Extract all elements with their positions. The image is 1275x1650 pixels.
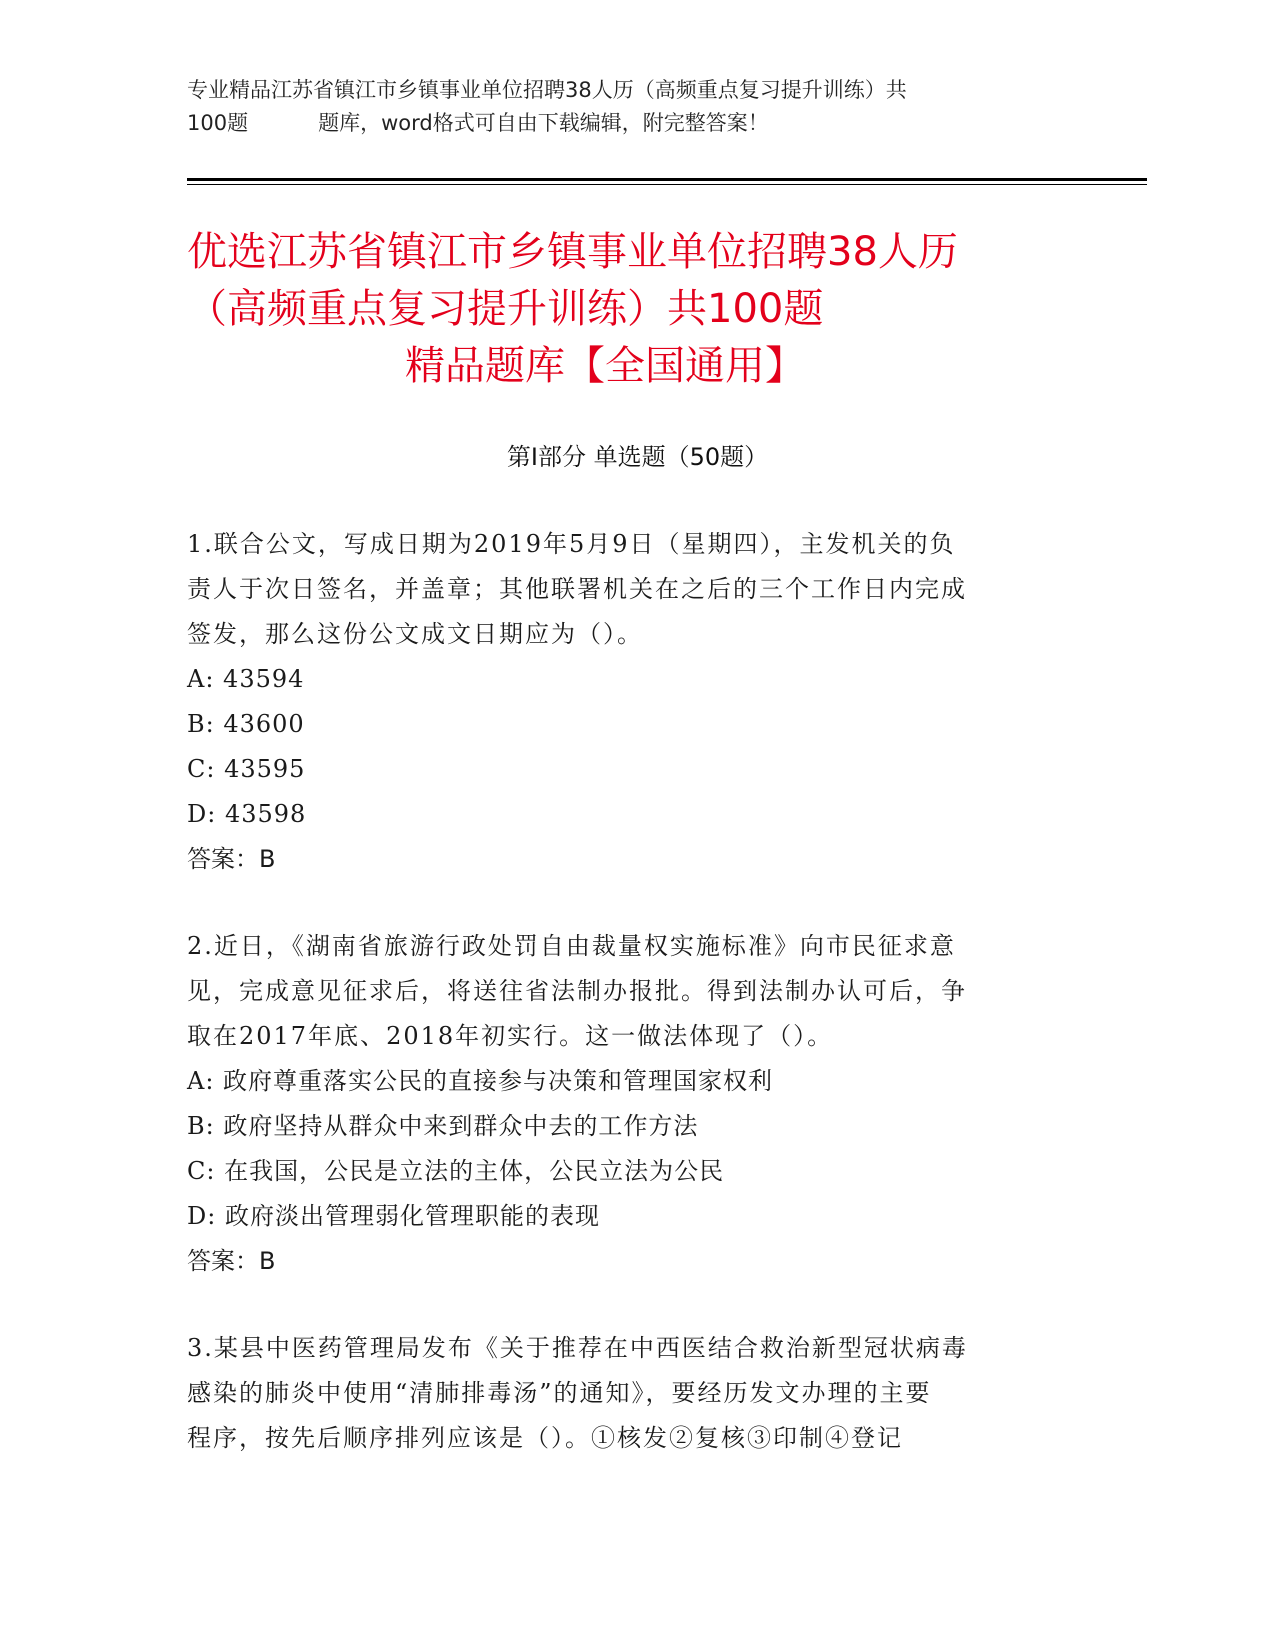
question-text-line: 程序，按先后顺序排列应该是（）。①核发②复核③印制④登记 [187, 1424, 903, 1452]
question-text-line: 3.某县中医药管理局发布《关于推荐在中西医结合救治新型冠状病毒 [187, 1334, 968, 1362]
header-divider-thick [187, 178, 1147, 181]
option-d: D: 政府淡出管理弱化管理职能的表现 [187, 1202, 600, 1230]
header-line-2 [187, 107, 1067, 140]
page-header [187, 74, 1067, 140]
question-text-line: 责人于次日签名，并盖章；其他联署机关在之后的三个工作日内完成 [187, 575, 967, 603]
answer: 答案：B [187, 1247, 276, 1275]
title-line-2: （高频重点复习提升训练）共100题 [187, 286, 824, 332]
question-text-line: 签发，那么这份公文成文日期应为（）。 [187, 620, 643, 648]
option-b: B: 43600 [187, 710, 305, 738]
question-item [187, 924, 1067, 1284]
header-line-2-desc: 题库，word格式可自由下载编辑，附完整答案！ [318, 111, 769, 135]
header-divider-thin [187, 184, 1147, 185]
title-line-1: 优选江苏省镇江市乡镇事业单位招聘38人历 [187, 229, 958, 275]
header-line-2-count: 100题 [187, 111, 249, 135]
document-title [187, 224, 1087, 395]
question-text-line: 取在2017年底、2018年初实行。这一做法体现了（）。 [187, 1022, 834, 1050]
option-a: A: 43594 [187, 665, 305, 693]
option-a: A: 政府尊重落实公民的直接参与决策和管理国家权利 [187, 1067, 774, 1095]
question-text-line: 2.近日，《湖南省旅游行政处罚自由裁量权实施标准》向市民征求意 [187, 932, 956, 960]
option-d: D: 43598 [187, 800, 307, 828]
title-line-3: 精品题库【全国通用】 [405, 343, 805, 389]
header-line-1: 专业精品江苏省镇江市乡镇事业单位招聘38人历（高频重点复习提升训练）共 [187, 78, 907, 102]
question-list [187, 522, 1067, 1503]
question-text-line: 见，完成意见征求后，将送往省法制办报批。得到法制办认可后，争 [187, 977, 967, 1005]
option-c: C: 43595 [187, 755, 306, 783]
question-item [187, 522, 1067, 882]
answer: 答案：B [187, 845, 276, 873]
question-item [187, 1326, 1067, 1461]
section-heading: 第Ⅰ部分 单选题（50题） [506, 443, 769, 471]
question-text-line: 1.联合公文，写成日期为2019年5月9日（星期四），主发机关的负 [187, 530, 956, 558]
option-c: C: 在我国，公民是立法的主体，公民立法为公民 [187, 1157, 725, 1185]
option-b: B: 政府坚持从群众中来到群众中去的工作方法 [187, 1112, 699, 1140]
question-text-line: 感染的肺炎中使用“清肺排毒汤”的通知》，要经历发文办理的主要 [187, 1379, 932, 1407]
